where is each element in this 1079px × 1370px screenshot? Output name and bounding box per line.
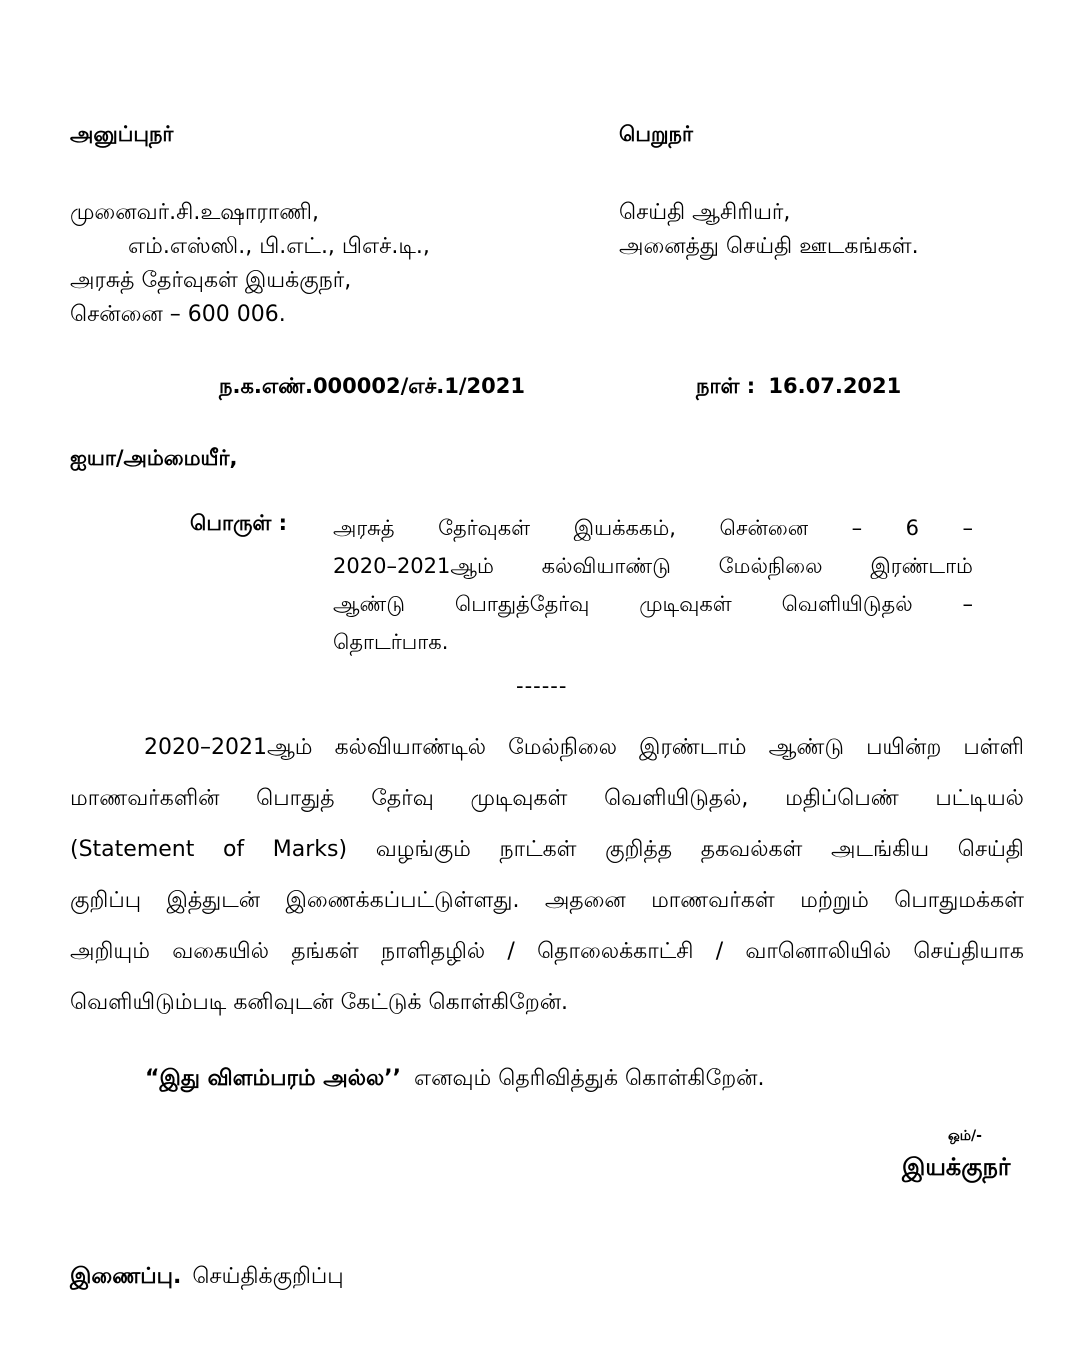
body-word: மதிப்பெண்: [785, 786, 899, 811]
body-line: [70, 773, 1024, 824]
body-word: Marks): [272, 837, 348, 862]
body-word: முடிவுகள்: [470, 786, 568, 811]
date-label: நாள் :: [696, 374, 756, 398]
body-word: (Statement: [70, 837, 195, 862]
salutation: ஐயா/அம்மையீர்,: [70, 446, 238, 470]
subject-word: முடிவுகள்: [639, 592, 732, 616]
body-word: அதனை: [544, 888, 626, 913]
body-word: பட்டியல்: [935, 786, 1024, 811]
body-line: [70, 977, 1024, 1028]
subject-line: [333, 547, 973, 585]
enclosure: [70, 1264, 344, 1292]
body-word: செய்தியாக: [913, 939, 1024, 964]
body-word: இத்துடன்: [166, 888, 261, 913]
body-word: வழங்கும்: [375, 837, 471, 862]
signature-title: இயக்குநர்: [902, 1153, 1011, 1181]
signature-signed: ஒம்/-: [948, 1128, 982, 1144]
not-advertisement-notice: [145, 1066, 765, 1094]
body-word: மாணவர்கள்: [651, 888, 775, 913]
subject-label: பொருள் :: [190, 511, 288, 535]
subject-word: பொதுத்தேர்வு: [454, 592, 590, 616]
body-word: நாட்கள்: [499, 837, 577, 862]
body-line: [70, 875, 1024, 926]
body-line: [70, 824, 1024, 875]
subject-word: 2020–2021ஆம்: [333, 554, 494, 578]
body-word: /: [507, 939, 515, 964]
subject-word: தொடர்பாக.: [333, 630, 449, 654]
body-word: குறிப்பு: [70, 888, 142, 913]
body-word: செய்தி: [957, 837, 1024, 862]
body-word: வெளியிடும்படி: [70, 990, 227, 1015]
body-word: அறியும்: [70, 939, 150, 964]
subject-word: இயக்ககம்,: [573, 516, 676, 540]
sender-name: முனைவர்.சி.உஷாராணி,: [70, 200, 319, 225]
enclosure-text: செய்திக்குறிப்பு: [192, 1264, 344, 1289]
recipient-heading: பெறுநர்: [619, 122, 693, 146]
subject-word: 6: [905, 516, 919, 540]
sender-city: சென்னை – 600 006.: [70, 302, 286, 327]
body-word: வானொலியில்: [745, 939, 892, 964]
subject-line: [333, 509, 973, 547]
subject-word: வெளியிடுதல்: [781, 592, 913, 616]
body-word: பயின்ற: [866, 735, 942, 760]
subject-word: இரண்டாம்: [870, 554, 973, 578]
subject-word: அரசுத்: [333, 516, 395, 540]
subject-word: –: [962, 592, 973, 616]
subject-word: சென்னை: [719, 516, 809, 540]
body-word: தங்கள்: [291, 939, 359, 964]
reference-date: [696, 374, 901, 401]
body-word: வெளியிடுதல்,: [604, 786, 749, 811]
body-word: குறித்த: [605, 837, 673, 862]
sender-heading: அனுப்புநர்: [70, 122, 174, 146]
subject-word: –: [851, 516, 863, 540]
body-word: கனிவுடன்: [233, 990, 334, 1015]
body-word: கொள்கிறேன்.: [428, 990, 569, 1015]
enclosure-label: இணைப்பு.: [70, 1264, 182, 1289]
body-paragraph: [70, 722, 1024, 1028]
body-word: மேல்நிலை: [508, 735, 617, 760]
sender-qualifications: எம்.எஸ்ஸி., பி.எட்., பிஎச்.டி.,: [128, 234, 430, 259]
subject-word: ஆண்டு: [333, 592, 406, 616]
body-word: பள்ளி: [963, 735, 1024, 760]
subject-word: கல்வியாண்டு: [541, 554, 671, 578]
body-word: கல்வியாண்டில்: [334, 735, 487, 760]
body-word: அடங்கிய: [831, 837, 930, 862]
subject-word: மேல்நிலை: [718, 554, 823, 578]
body-word: தகவல்கள்: [700, 837, 803, 862]
body-word: பொதுத்: [256, 786, 335, 811]
sender-designation: அரசுத் தேர்வுகள் இயக்குநர்,: [70, 268, 352, 293]
separator: ------: [516, 674, 568, 698]
body-word: தேர்வு: [371, 786, 434, 811]
body-word: நாளிதழில்: [380, 939, 486, 964]
body-word: மாணவர்களின்: [70, 786, 220, 811]
recipient-line: செய்தி ஆசிரியர்,: [619, 200, 791, 225]
notice-rest: எனவும் தெரிவித்துக் கொள்கிறேன்.: [413, 1066, 765, 1091]
subject-word: தேர்வுகள்: [438, 516, 531, 540]
notice-quoted: “இது விளம்பரம் அல்ல’’: [145, 1066, 401, 1091]
body-line: [70, 722, 1024, 773]
body-word: பொதுமக்கள்: [894, 888, 1024, 913]
body-word: ஆண்டு: [768, 735, 845, 760]
body-word: இரண்டாம்: [639, 735, 747, 760]
body-word: கேட்டுக்: [340, 990, 422, 1015]
recipient-line: அனைத்து செய்தி ஊடகங்கள்.: [619, 234, 919, 259]
body-word: மற்றும்: [800, 888, 869, 913]
body-word: /: [715, 939, 724, 964]
body-word: தொலைக்காட்சி: [537, 939, 694, 964]
subject-word: –: [962, 516, 973, 540]
subject-text: [333, 509, 973, 661]
body-word: of: [222, 837, 245, 862]
date-value: 16.07.2021: [768, 374, 902, 398]
subject-line: [333, 585, 973, 623]
body-line: [70, 926, 1024, 977]
subject-line: [333, 623, 973, 661]
body-word: இணைக்கப்பட்டுள்ளது.: [285, 888, 520, 913]
body-word: வகையில்: [172, 939, 269, 964]
body-word: 2020–2021ஆம்: [144, 735, 313, 760]
reference-number: ந.க.எண்.000002/எச்.1/2021: [219, 374, 526, 398]
